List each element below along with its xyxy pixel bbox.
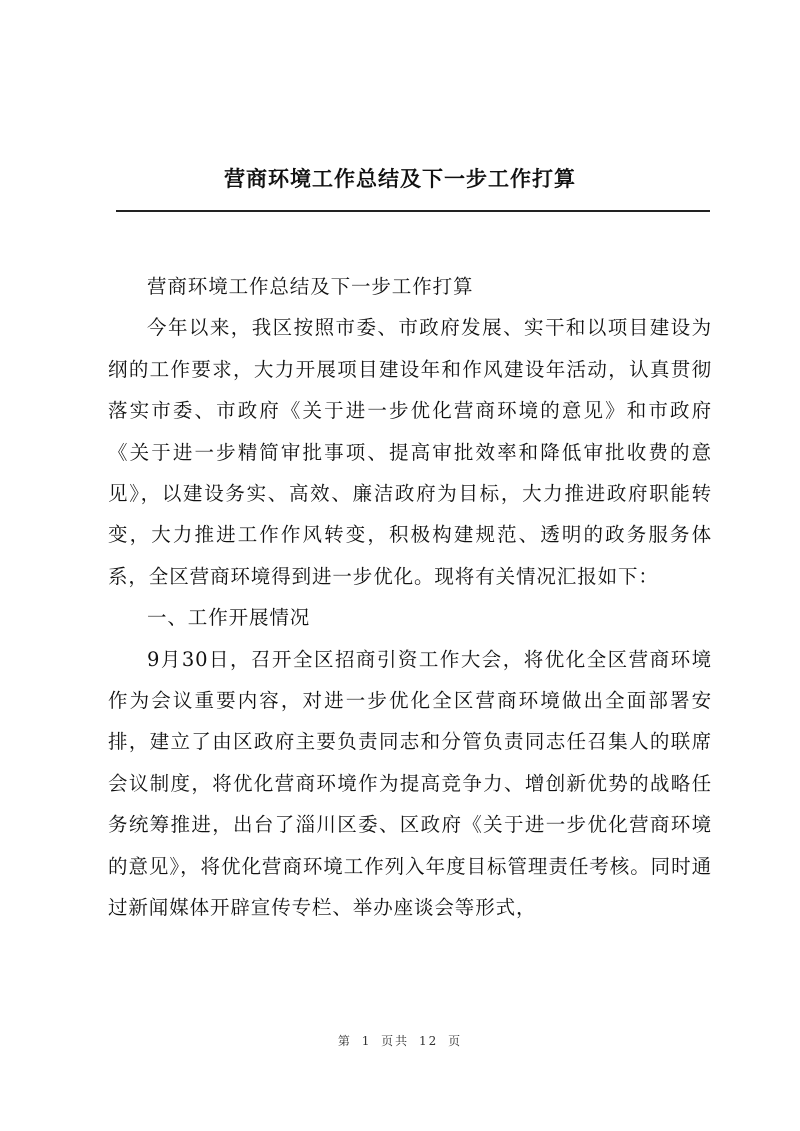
paragraph-intro: 今年以来，我区按照市委、市政府发展、实干和以项目建设为纲的工作要求，大力开展项目建设年和作风建设年活动，认真贯彻落实市委、市政府《关于进一步优化营商环境的意见》和市政府《关于进一步精简审批事项、提高审批效率和降低审批收费的意见》，以建设务实、高效、廉洁政府为目标，大力推进政府职能转变，大力推进工作作风转变，积极构建规范、透明的政务服务体系，全区营商环境得到进一步优化。现将有关情况汇报如下： [108, 316, 712, 588]
document-title: 营商环境工作总结及下一步工作打算 [224, 166, 576, 191]
section-heading-work-progress: 一、工作开展情况 [147, 606, 311, 630]
title-underline [116, 210, 710, 212]
page-number-footer: 第 1 页共 12 页 [337, 1034, 463, 1048]
paragraph-heading-repeat: 营商环境工作总结及下一步工作打算 [147, 275, 474, 298]
paragraph-meeting: 9月30日，召开全区招商引资工作大会，将优化全区营商环境作为会议重要内容，对进一步优化全区营商环境做出全面部署安排，建立了由区政府主要负责同志和分管负责同志任召集人的联席会议制度，将优化营商环境作为提高竞争力、增创新优势的战略任务统筹推进，出台了淄川区委、区政府《关于进一步优化营商环境的意见》，将优化营商环境工作列入年度目标管理责任考核。同时通过新闻媒体开辟宣传专栏、举办座谈会等形式， [108, 647, 712, 920]
document-body [108, 266, 712, 929]
